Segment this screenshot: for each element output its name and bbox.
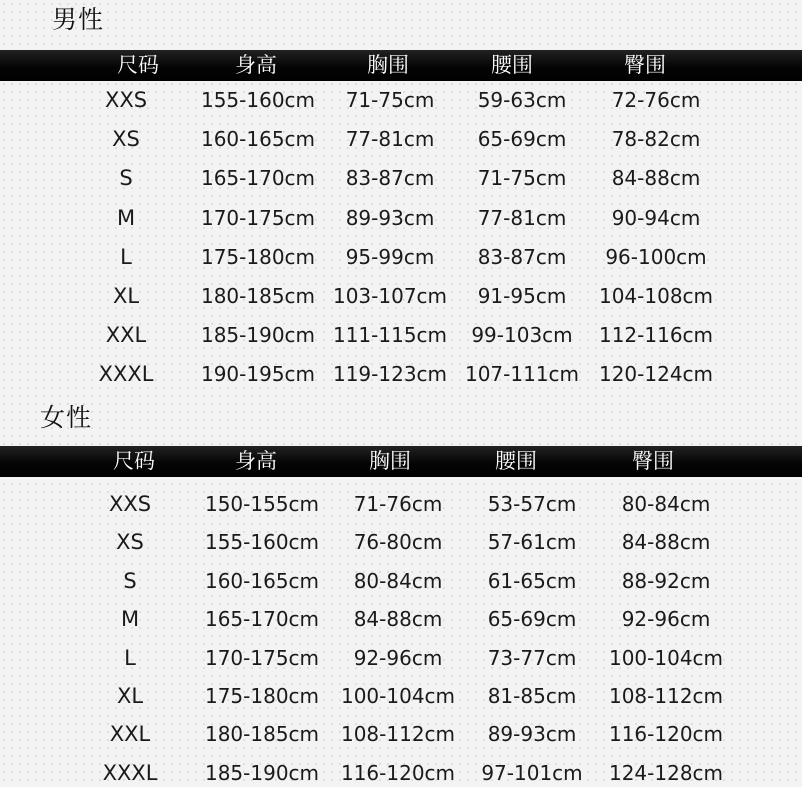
men-cell-waist: 107-111cm bbox=[464, 362, 580, 387]
men-cell-height: 175-180cm bbox=[200, 244, 316, 269]
men-cell-hip: 104-108cm bbox=[598, 284, 714, 308]
women-header-bar bbox=[0, 446, 802, 477]
women-cell-chest: 84-88cm bbox=[353, 607, 443, 632]
women-section-title: 女性 bbox=[40, 403, 93, 432]
women-cell-waist: 73-77cm bbox=[487, 645, 577, 670]
women-cell-size: XS bbox=[116, 530, 144, 555]
men-cell-height: 180-185cm bbox=[200, 284, 316, 308]
men-cell-height: 170-175cm bbox=[200, 205, 316, 230]
men-cell-size: XS bbox=[112, 127, 140, 152]
women-cell-hip: 116-120cm bbox=[608, 722, 724, 747]
women-header-chest: 胸围 bbox=[369, 449, 411, 473]
men-cell-waist: 77-81cm bbox=[477, 205, 567, 230]
women-cell-chest: 92-96cm bbox=[353, 645, 443, 670]
men-header-size: 尺码 bbox=[117, 53, 159, 77]
women-cell-hip: 100-104cm bbox=[608, 645, 724, 670]
women-cell-height: 155-160cm bbox=[204, 530, 320, 555]
women-cell-size: S bbox=[123, 568, 137, 593]
women-cell-size: XXL bbox=[109, 722, 151, 747]
men-header-waist: 腰围 bbox=[491, 53, 533, 77]
women-cell-hip: 84-88cm bbox=[621, 530, 711, 555]
women-cell-height: 150-155cm bbox=[204, 492, 320, 516]
women-header-height: 身高 bbox=[235, 449, 277, 473]
women-cell-chest: 71-76cm bbox=[353, 492, 443, 516]
men-cell-hip: 84-88cm bbox=[611, 166, 701, 191]
women-cell-waist: 53-57cm bbox=[487, 492, 577, 516]
men-cell-waist: 65-69cm bbox=[477, 127, 567, 152]
men-cell-waist: 59-63cm bbox=[477, 88, 567, 112]
men-cell-size: XL bbox=[112, 284, 140, 308]
women-cell-waist: 89-93cm bbox=[487, 722, 577, 747]
women-cell-chest: 100-104cm bbox=[340, 684, 456, 708]
men-cell-height: 155-160cm bbox=[200, 88, 316, 112]
women-cell-height: 180-185cm bbox=[204, 722, 320, 747]
men-cell-height: 185-190cm bbox=[200, 323, 316, 348]
men-cell-hip: 78-82cm bbox=[611, 127, 701, 152]
women-cell-waist: 57-61cm bbox=[487, 530, 577, 555]
women-cell-chest: 116-120cm bbox=[340, 760, 456, 785]
men-header-chest: 胸围 bbox=[367, 53, 409, 77]
women-cell-hip: 92-96cm bbox=[621, 607, 711, 632]
women-header-waist: 腰围 bbox=[495, 449, 537, 473]
women-cell-chest: 108-112cm bbox=[340, 722, 456, 747]
women-cell-height: 185-190cm bbox=[204, 760, 320, 785]
men-cell-size: XXXL bbox=[98, 362, 154, 387]
women-cell-size: XXS bbox=[108, 492, 152, 516]
men-cell-chest: 95-99cm bbox=[345, 244, 435, 269]
men-cell-waist: 91-95cm bbox=[477, 284, 567, 308]
women-cell-hip: 88-92cm bbox=[621, 568, 711, 593]
men-cell-chest: 111-115cm bbox=[332, 323, 448, 348]
women-cell-height: 165-170cm bbox=[204, 607, 320, 632]
men-cell-hip: 72-76cm bbox=[611, 88, 701, 112]
men-cell-height: 160-165cm bbox=[200, 127, 316, 152]
women-cell-hip: 108-112cm bbox=[608, 684, 724, 708]
women-cell-size: XXXL bbox=[102, 760, 158, 785]
men-cell-waist: 83-87cm bbox=[477, 244, 567, 269]
women-cell-size: XL bbox=[116, 684, 144, 708]
women-cell-chest: 76-80cm bbox=[353, 530, 443, 555]
women-cell-waist: 81-85cm bbox=[487, 684, 577, 708]
women-header-size: 尺码 bbox=[113, 449, 155, 473]
women-header-hip: 臀围 bbox=[632, 449, 674, 473]
men-cell-size: XXL bbox=[105, 323, 147, 348]
men-cell-height: 190-195cm bbox=[200, 362, 316, 387]
men-cell-hip: 96-100cm bbox=[605, 244, 707, 269]
men-cell-size: S bbox=[119, 166, 133, 191]
men-cell-height: 165-170cm bbox=[200, 166, 316, 191]
men-cell-size: XXS bbox=[104, 88, 148, 112]
men-cell-size: L bbox=[120, 244, 132, 269]
women-cell-size: L bbox=[124, 645, 136, 670]
women-cell-hip: 80-84cm bbox=[621, 492, 711, 516]
men-cell-waist: 71-75cm bbox=[477, 166, 567, 191]
women-cell-hip: 124-128cm bbox=[608, 760, 724, 785]
men-cell-chest: 119-123cm bbox=[332, 362, 448, 387]
men-cell-hip: 120-124cm bbox=[598, 362, 714, 387]
women-cell-waist: 65-69cm bbox=[487, 607, 577, 632]
men-cell-size: M bbox=[116, 205, 136, 230]
men-cell-chest: 71-75cm bbox=[345, 88, 435, 112]
men-cell-hip: 112-116cm bbox=[598, 323, 714, 348]
women-cell-height: 170-175cm bbox=[204, 645, 320, 670]
men-cell-chest: 103-107cm bbox=[332, 284, 448, 308]
women-cell-height: 160-165cm bbox=[204, 568, 320, 593]
men-cell-chest: 83-87cm bbox=[345, 166, 435, 191]
men-cell-chest: 89-93cm bbox=[345, 205, 435, 230]
men-cell-chest: 77-81cm bbox=[345, 127, 435, 152]
men-section-title: 男性 bbox=[52, 5, 105, 34]
men-header-height: 身高 bbox=[235, 53, 277, 77]
women-cell-size: M bbox=[120, 607, 140, 632]
women-cell-waist: 97-101cm bbox=[481, 760, 583, 785]
men-cell-waist: 99-103cm bbox=[471, 323, 573, 348]
men-header-bar bbox=[0, 50, 802, 81]
women-cell-chest: 80-84cm bbox=[353, 568, 443, 593]
women-cell-waist: 61-65cm bbox=[487, 568, 577, 593]
women-cell-height: 175-180cm bbox=[204, 684, 320, 708]
men-cell-hip: 90-94cm bbox=[611, 205, 701, 230]
men-header-hip: 臀围 bbox=[624, 53, 666, 77]
